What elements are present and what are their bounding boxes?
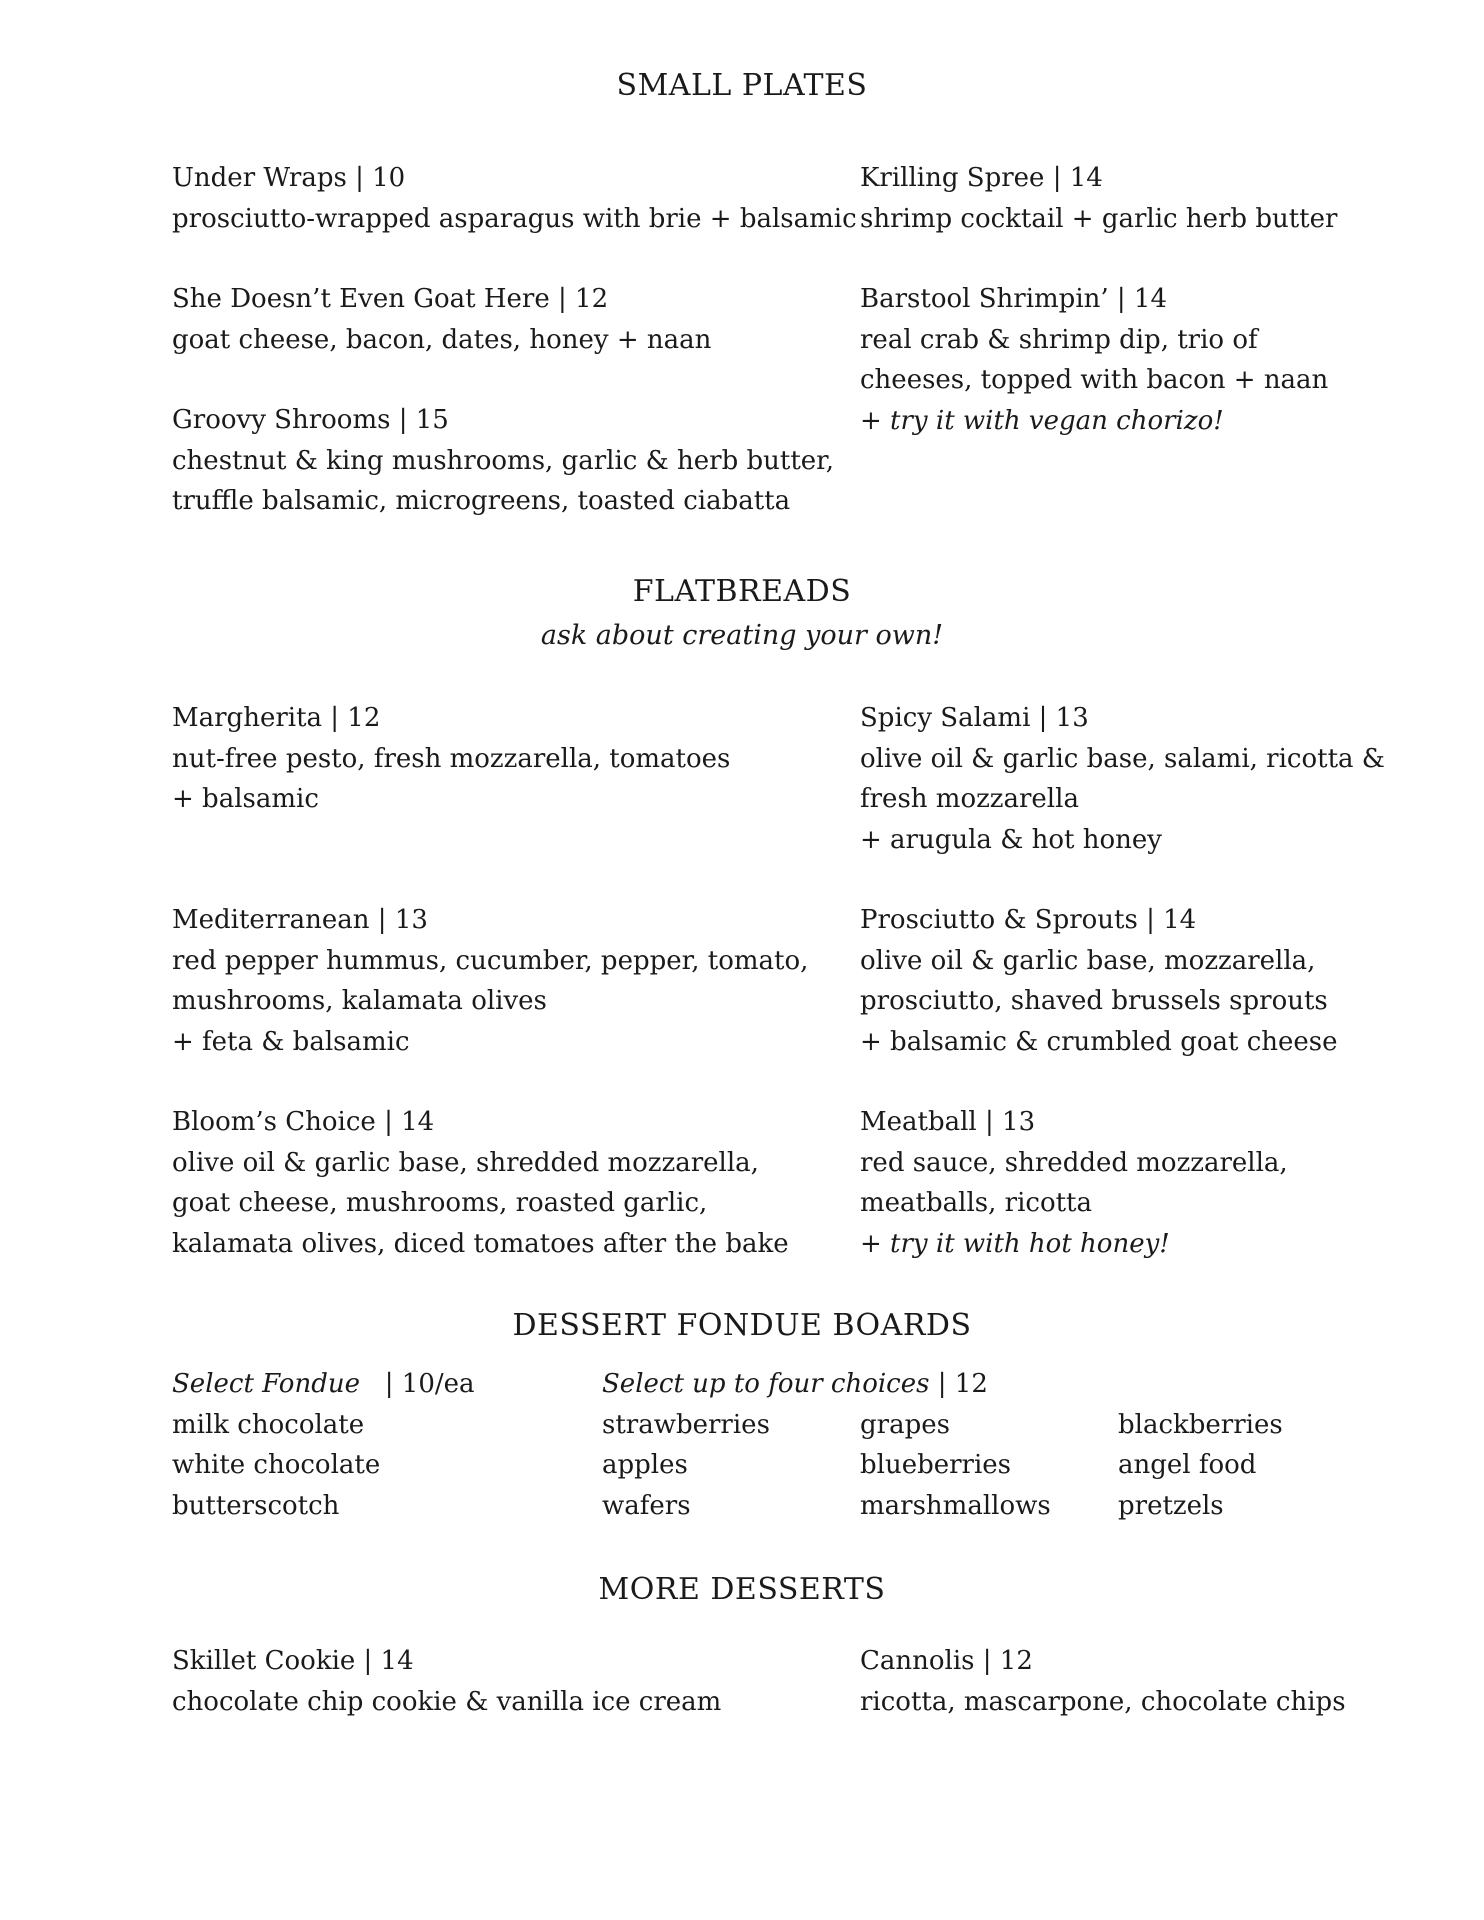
item-name: Cannolis | 12 bbox=[860, 1646, 1033, 1676]
item-description: meatballs, ricotta bbox=[860, 1188, 1092, 1218]
dipper-option: wafers bbox=[602, 1490, 691, 1521]
fondue-option: white chocolate bbox=[172, 1450, 381, 1480]
fondue-select-column bbox=[172, 1364, 572, 1526]
item-name: Meatball | 13 bbox=[860, 1107, 1036, 1137]
small-plates-heading: SMALL PLATES bbox=[616, 68, 868, 103]
item-description: mushrooms, kalamata olives bbox=[172, 986, 547, 1016]
flatbreads-heading: FLATBREADS bbox=[632, 574, 852, 609]
menu-item-she-doesnt-even-goat-here bbox=[172, 279, 812, 360]
fondue-select-label-row bbox=[172, 1364, 572, 1405]
dipper-header bbox=[602, 1364, 1202, 1405]
dipper-select-price: | 12 bbox=[937, 1369, 988, 1399]
dippers-column-1 bbox=[602, 1405, 842, 1527]
dippers-column-2 bbox=[860, 1405, 1100, 1527]
item-name: Bloom’s Choice | 14 bbox=[172, 1107, 435, 1137]
item-name: Under Wraps | 10 bbox=[172, 163, 406, 193]
item-description: + balsamic bbox=[172, 784, 319, 814]
item-description: red pepper hummus, cucumber, pepper, tomato, bbox=[172, 945, 809, 976]
dipper-option: marshmallows bbox=[860, 1490, 1051, 1521]
item-description: + feta & balsamic bbox=[172, 1026, 410, 1057]
item-description: kalamata olives, diced tomatoes after the bake bbox=[172, 1228, 789, 1259]
item-description: prosciutto, shaved brussels sprouts bbox=[860, 986, 1328, 1016]
menu-item-cannolis bbox=[860, 1641, 1460, 1722]
item-description: real crab & shrimp dip, trio of bbox=[860, 324, 1258, 355]
item-name: Margherita | 12 bbox=[172, 703, 381, 733]
menu-item-blooms-choice bbox=[172, 1102, 812, 1264]
menu-item-barstool-shrimpin bbox=[860, 279, 1460, 441]
item-description: goat cheese, mushrooms, roasted garlic, bbox=[172, 1188, 708, 1218]
dippers-column-3 bbox=[1118, 1405, 1358, 1527]
item-description: chocolate chip cookie & vanilla ice cream bbox=[172, 1686, 722, 1717]
menu-item-under-wraps bbox=[172, 158, 857, 239]
dipper-option: strawberries bbox=[602, 1409, 770, 1440]
fondue-option: milk chocolate bbox=[172, 1409, 365, 1440]
item-description: + balsamic & crumbled goat cheese bbox=[860, 1026, 1338, 1057]
item-description: fresh mozzarella bbox=[860, 784, 1079, 814]
item-description: shrimp cocktail + garlic herb butter bbox=[860, 203, 1338, 234]
item-note: + try it with hot honey! bbox=[860, 1228, 1170, 1259]
item-description: red sauce, shredded mozzarella, bbox=[860, 1147, 1288, 1178]
item-description: nut-free pesto, fresh mozzarella, tomatoes bbox=[172, 743, 731, 774]
flatbreads-subheading: ask about creating your own! bbox=[540, 620, 944, 651]
menu-item-margherita bbox=[172, 698, 812, 820]
item-description: chestnut & king mushrooms, garlic & herb butter, bbox=[172, 445, 834, 476]
menu-item-meatball bbox=[860, 1102, 1460, 1264]
item-name: She Doesn’t Even Goat Here | 12 bbox=[172, 284, 609, 314]
more-desserts-heading: MORE DESSERTS bbox=[598, 1572, 886, 1607]
menu-item-mediterranean bbox=[172, 900, 812, 1062]
item-name: Mediterranean | 13 bbox=[172, 905, 428, 935]
item-name: Barstool Shrimpin’ | 14 bbox=[860, 284, 1168, 314]
item-description: goat cheese, bacon, dates, honey + naan bbox=[172, 324, 712, 355]
item-note: + try it with vegan chorizo! bbox=[860, 405, 1224, 436]
item-name: Prosciutto & Sprouts | 14 bbox=[860, 905, 1197, 935]
dipper-option: blackberries bbox=[1118, 1409, 1283, 1440]
item-description: olive oil & garlic base, salami, ricotta & bbox=[860, 743, 1385, 774]
dipper-option: pretzels bbox=[1118, 1490, 1224, 1521]
item-name: Skillet Cookie | 14 bbox=[172, 1646, 414, 1676]
fondue-heading: DESSERT FONDUE BOARDS bbox=[512, 1308, 972, 1343]
dipper-option: apples bbox=[602, 1450, 688, 1480]
menu-item-spicy-salami bbox=[860, 698, 1460, 860]
menu-item-prosciutto-sprouts bbox=[860, 900, 1460, 1062]
item-description: prosciutto-wrapped asparagus with brie + balsamic bbox=[172, 203, 857, 234]
item-name: Krilling Spree | 14 bbox=[860, 163, 1103, 193]
menu-item-skillet-cookie bbox=[172, 1641, 812, 1722]
fondue-select-price: | 10/ea bbox=[384, 1369, 475, 1399]
menu-item-groovy-shrooms bbox=[172, 400, 834, 522]
fondue-select-label: Select Fondue bbox=[172, 1369, 360, 1399]
item-name: Groovy Shrooms | 15 bbox=[172, 405, 449, 435]
dipper-select-label: Select up to four choices bbox=[602, 1369, 930, 1399]
dipper-option: grapes bbox=[860, 1409, 950, 1440]
item-description: truffle balsamic, microgreens, toasted ciabatta bbox=[172, 486, 791, 516]
dipper-select-label-row bbox=[602, 1364, 1202, 1405]
item-description: ricotta, mascarpone, chocolate chips bbox=[860, 1686, 1346, 1717]
item-description: olive oil & garlic base, mozzarella, bbox=[860, 945, 1316, 976]
item-name: Spicy Salami | 13 bbox=[860, 703, 1089, 733]
menu-item-krilling-spree bbox=[860, 158, 1460, 239]
item-description: olive oil & garlic base, shredded mozzarella, bbox=[172, 1147, 759, 1178]
dipper-option: blueberries bbox=[860, 1450, 1012, 1480]
item-description: cheeses, topped with bacon + naan bbox=[860, 365, 1329, 395]
dipper-option: angel food bbox=[1118, 1450, 1257, 1480]
item-description: + arugula & hot honey bbox=[860, 824, 1162, 855]
fondue-option: butterscotch bbox=[172, 1490, 340, 1521]
